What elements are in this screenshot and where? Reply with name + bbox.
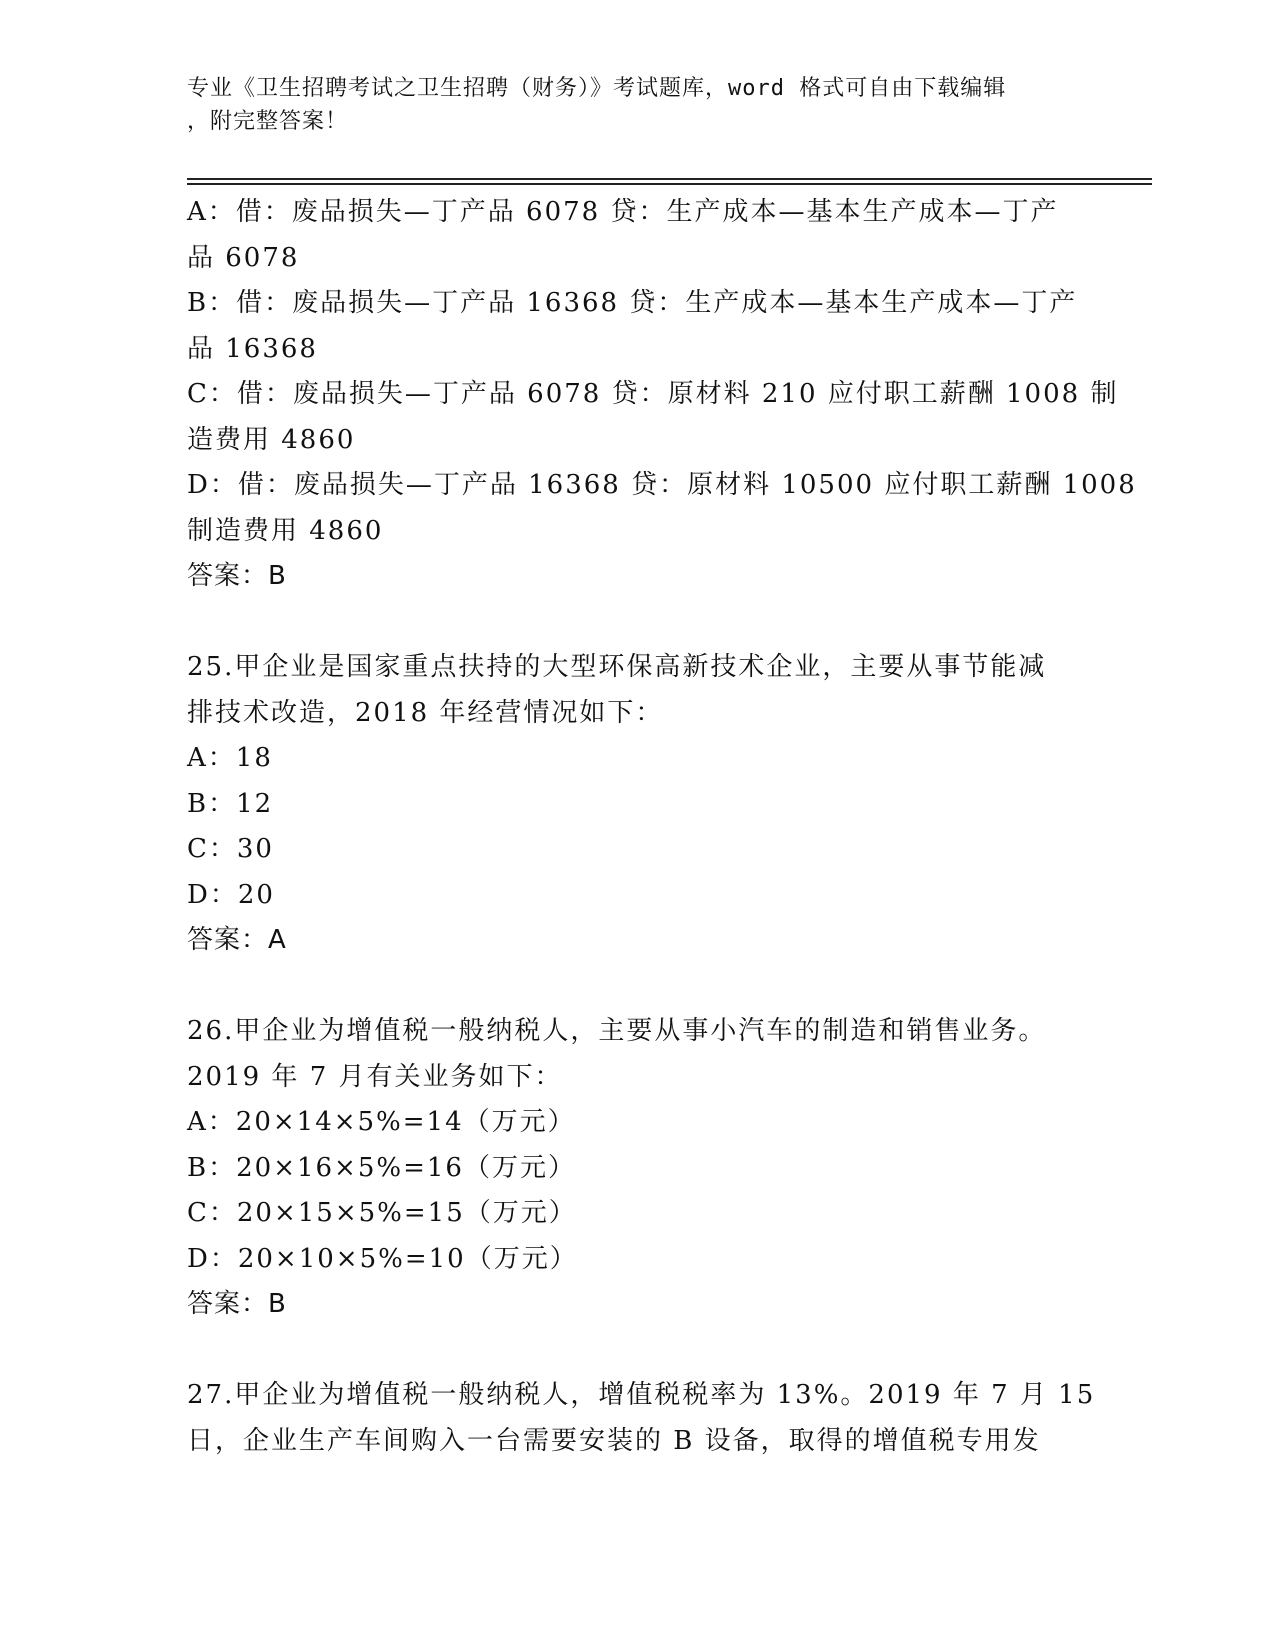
option-c: C：20×15×5%=15（万元） bbox=[187, 1198, 577, 1228]
option-c-line-1: C：借：废品损失—丁产品 6078 贷：原材料 210 应付职工薪酬 1008 制 bbox=[187, 379, 1119, 409]
question-26-stem-line-1: 26.甲企业为增值税一般纳税人，主要从事小汽车的制造和销售业务。 bbox=[187, 1016, 1047, 1046]
question-27 bbox=[187, 1373, 1096, 1464]
question-27-stem-line-1: 27.甲企业为增值税一般纳税人，增值税税率为 13%。2019 年 7 月 15 bbox=[187, 1380, 1096, 1410]
option-a: A：20×14×5%=14（万元） bbox=[187, 1107, 576, 1137]
option-a: A：18 bbox=[187, 743, 273, 773]
option-a-line-1: A：借：废品损失—丁产品 6078 贷：生产成本—基本生产成本—丁产 bbox=[187, 197, 1059, 227]
option-d: D：20×10×5%=10（万元） bbox=[187, 1243, 578, 1274]
option-c: C：30 bbox=[187, 834, 274, 864]
spacer bbox=[187, 964, 1087, 1010]
question-25-stem-line-1: 25.甲企业是国家重点扶持的大型环保高新技术企业，主要从事节能减 bbox=[187, 652, 1047, 682]
header-line-1: 专业《卫生招聘考试之卫生招聘（财务）》考试题库，word 格式可自由下载编辑 bbox=[187, 76, 1007, 101]
spacer bbox=[187, 600, 1087, 646]
option-d-line-2: 制造费用 4860 bbox=[187, 515, 384, 546]
question-25-stem-line-2: 排技术改造，2018 年经营情况如下： bbox=[187, 697, 664, 728]
option-b-line-1: B：借：废品损失—丁产品 16368 贷：生产成本—基本生产成本—丁产 bbox=[187, 288, 1078, 318]
question-25 bbox=[187, 645, 1087, 964]
document-header bbox=[187, 72, 1087, 138]
question-24-answer: 答案：B bbox=[187, 561, 287, 591]
option-d-line-1: D：借：废品损失—丁产品 16368 贷：原材料 10500 应付职工薪酬 1008 bbox=[187, 470, 1137, 500]
option-d: D：20 bbox=[187, 879, 275, 910]
question-27-stem-line-2: 日，企业生产车间购入一台需要安装的 B 设备，取得的增值税专用发 bbox=[187, 1425, 1041, 1456]
header-line-2: ，附完整答案！ bbox=[187, 109, 349, 134]
option-a-line-2: 品 6078 bbox=[187, 242, 300, 273]
option-c-line-2: 造费用 4860 bbox=[187, 424, 356, 455]
question-content bbox=[187, 190, 1137, 1464]
question-26-stem-line-2: 2019 年 7 月有关业务如下： bbox=[187, 1061, 563, 1092]
header-divider-bottom bbox=[187, 183, 1152, 185]
spacer bbox=[187, 1328, 1087, 1374]
header-divider-top bbox=[187, 178, 1152, 180]
option-b: B：20×16×5%=16（万元） bbox=[187, 1152, 576, 1183]
question-24-options bbox=[187, 190, 1137, 554]
question-26-answer: 答案：B bbox=[187, 1289, 287, 1319]
question-26 bbox=[187, 1009, 1087, 1328]
option-b: B：12 bbox=[187, 788, 274, 819]
question-25-answer: 答案：A bbox=[187, 925, 287, 955]
option-b-line-2: 品 16368 bbox=[187, 333, 318, 364]
